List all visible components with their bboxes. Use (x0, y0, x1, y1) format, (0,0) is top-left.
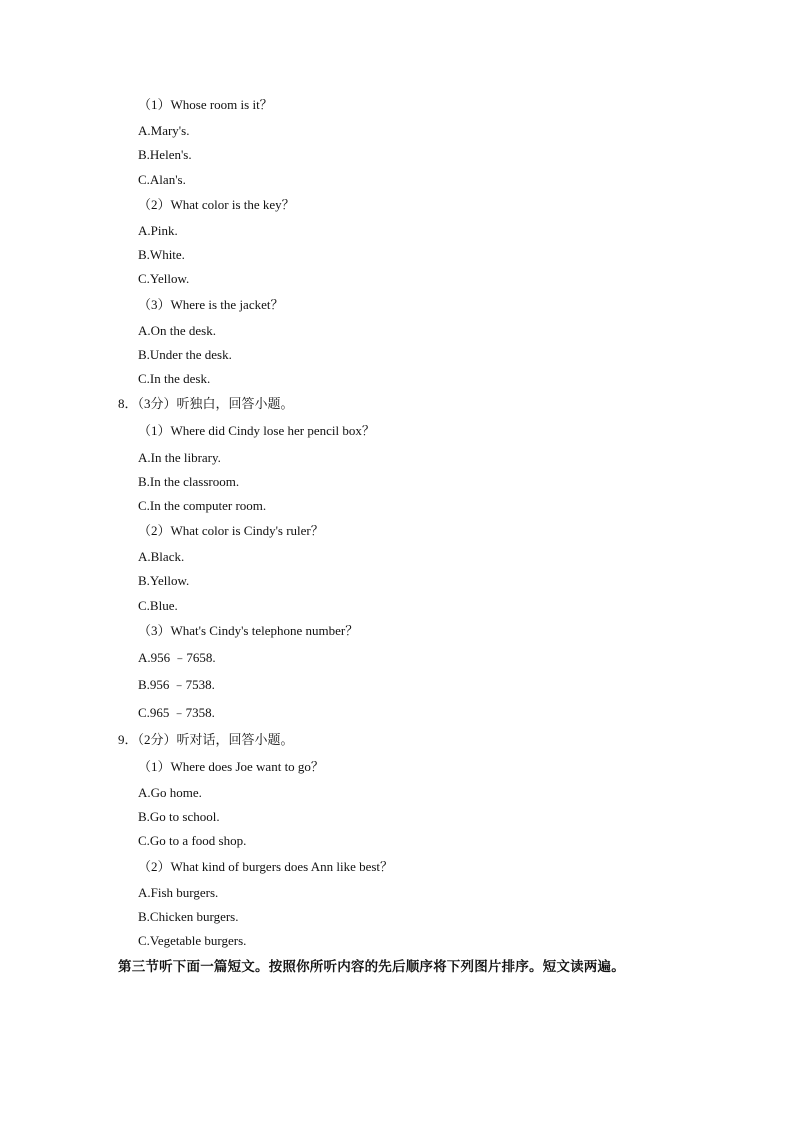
answer-option: B.Yellow. (138, 573, 190, 588)
question-prompt: （1）Whose room is it？ (138, 97, 273, 112)
answer-option: C.In the computer room. (138, 498, 267, 513)
answer-option: C.Yellow. (138, 271, 190, 286)
question-prompt: （3）Where is the jacket？ (138, 297, 284, 312)
answer-option: B.In the classroom. (138, 474, 240, 489)
answer-option: B.Helen's. (138, 147, 192, 162)
answer-option: C.Alan's. (138, 172, 186, 187)
answer-option: C.In the desk. (138, 371, 211, 386)
question-prompt: （1）Where does Joe want to go？ (138, 759, 324, 774)
answer-option: C.Blue. (138, 598, 178, 613)
section-title: 第三节听下面一篇短文。按照你所听内容的先后顺序将下列图片排序。短文读两遍。 (118, 959, 625, 975)
answer-option: B.Go to school. (138, 809, 220, 824)
answer-option: A.956 ﹣7658. (138, 650, 216, 665)
question-prompt: （2）What color is the key？ (138, 197, 295, 212)
question-prompt: （2）What kind of burgers does Ann like best？ (138, 859, 394, 874)
answer-option: A.In the library. (138, 450, 221, 465)
question-heading: 8．（3分）听独白，回答小题。 (118, 396, 294, 411)
answer-option: A.Go home. (138, 785, 202, 800)
answer-option: B.956 ﹣7538. (138, 677, 215, 692)
answer-option: A.Fish burgers. (138, 885, 219, 900)
answer-option: A.Black. (138, 549, 185, 564)
answer-option: B.Under the desk. (138, 347, 232, 362)
question-heading: 9．（2分）听对话，回答小题。 (118, 732, 294, 747)
answer-option: B.White. (138, 247, 185, 262)
answer-option: A.On the desk. (138, 323, 216, 338)
answer-option: A.Mary's. (138, 123, 190, 138)
answer-option: B.Chicken burgers. (138, 909, 239, 924)
answer-option: C.Go to a food shop. (138, 833, 247, 848)
answer-option: C.Vegetable burgers. (138, 933, 247, 948)
answer-option: C.965 ﹣7358. (138, 705, 215, 720)
question-prompt: （2）What color is Cindy's ruler？ (138, 523, 324, 538)
question-prompt: （1）Where did Cindy lose her pencil box？ (138, 423, 375, 438)
answer-option: A.Pink. (138, 223, 178, 238)
question-prompt: （3）What's Cindy's telephone number？ (138, 623, 359, 638)
